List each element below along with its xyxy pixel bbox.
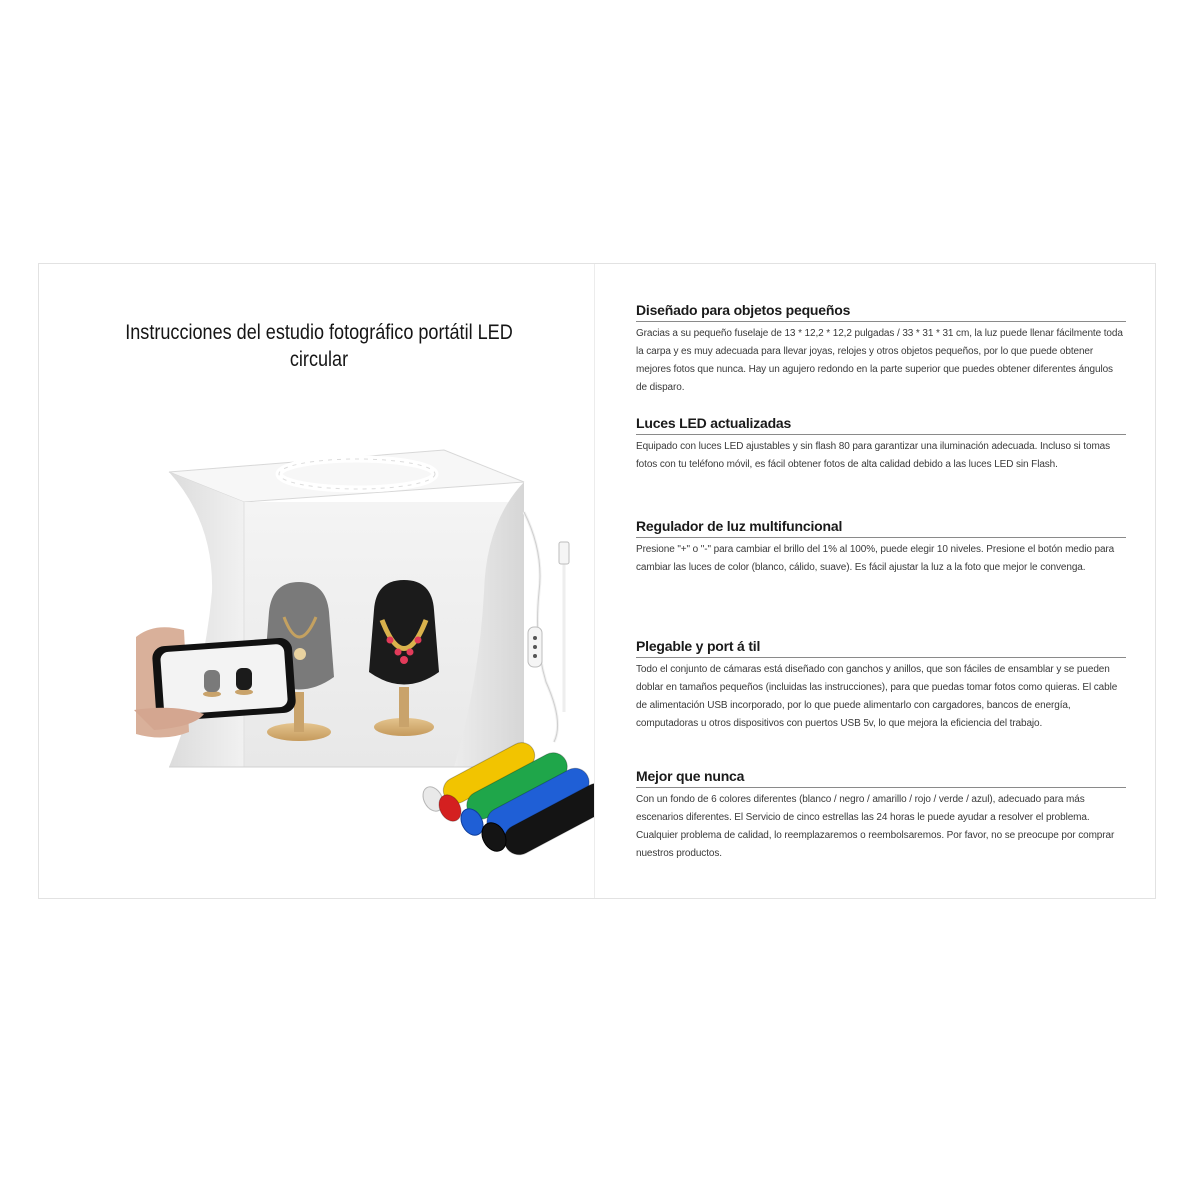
product-photo: [94, 442, 594, 862]
section-heading: Luces LED actualizadas: [636, 415, 1126, 435]
section-body: Gracias a su pequeño fuselaje de 13 * 12,2 * 12,2 pulgadas / 33 * 31 * 31 cm, la luz puede llenar fácilmente toda la carpa y es muy adecuada para llevar joyas, relojes y otros objetos pequeños, por lo que puede obtener mejores fotos que nunca. Hay un agujero redondo en la parte superior que puedes obtener diferentes ángulos de disparo.: [636, 328, 1123, 393]
lightbox: [169, 450, 524, 767]
usb-dimmer-cable: [524, 512, 569, 742]
section-led-lights: [636, 415, 1126, 474]
section-body: Equipado con luces LED ajustables y sin flash 80 para garantizar una iluminación adecuada. Incluso si tomas fotos con tu teléfono móvil, es fácil obtener fotos de alta calidad debido a las luces LED sin Flash.: [636, 441, 1111, 470]
section-heading: Plegable y port á til: [636, 638, 1126, 658]
section-small-objects: [636, 302, 1126, 397]
section-foldable: [636, 638, 1126, 733]
section-heading: Diseñado para objetos pequeños: [636, 302, 1126, 322]
section-better-than-ever: [636, 768, 1126, 863]
section-body: Con un fondo de 6 colores diferentes (blanco / negro / amarillo / rojo / verde / azul), adecuado para más escenarios diferentes. El Servicio de cinco estrellas las 24 horas le puede ayudar a resolver el problema. Cualquier problema de calidad, lo reemplazaremos o reembolsaremos. Por favor, no se preocupe por comprar nuestros productos.: [636, 794, 1115, 859]
section-body: Presione "+" o "-" para cambiar el brillo del 1% al 100%, puede elegir 10 niveles. Presione el botón medio para cambiar las luces de color (blanco, cálido, suave). Es fácil ajustar la luz a la foto que mejor le convenga.: [636, 544, 1115, 573]
section-dimmer: [636, 518, 1126, 577]
document-title: Instrucciones del estudio fotográfico portátil LED circular: [125, 321, 513, 371]
section-heading: Mejor que nunca: [636, 768, 1126, 788]
section-body: Todo el conjunto de cámaras está diseñado con ganchos y anillos, que son fáciles de ensamblar y se pueden doblar en tamaños pequeños (incluidas las instrucciones), para que puedas tomar fotos como quieras. El cable de alimentación USB incorporado, por lo que puede alimentarlo con cargadores, bancos de energía, computadoras u otros dispositivos con puertos USB 5v, lo que mejora la eficiencia del trabajo.: [636, 664, 1118, 729]
right-page: [596, 264, 1155, 898]
left-page: [39, 264, 595, 898]
document-spread: [38, 263, 1156, 899]
section-heading: Regulador de luz multifuncional: [636, 518, 1126, 538]
